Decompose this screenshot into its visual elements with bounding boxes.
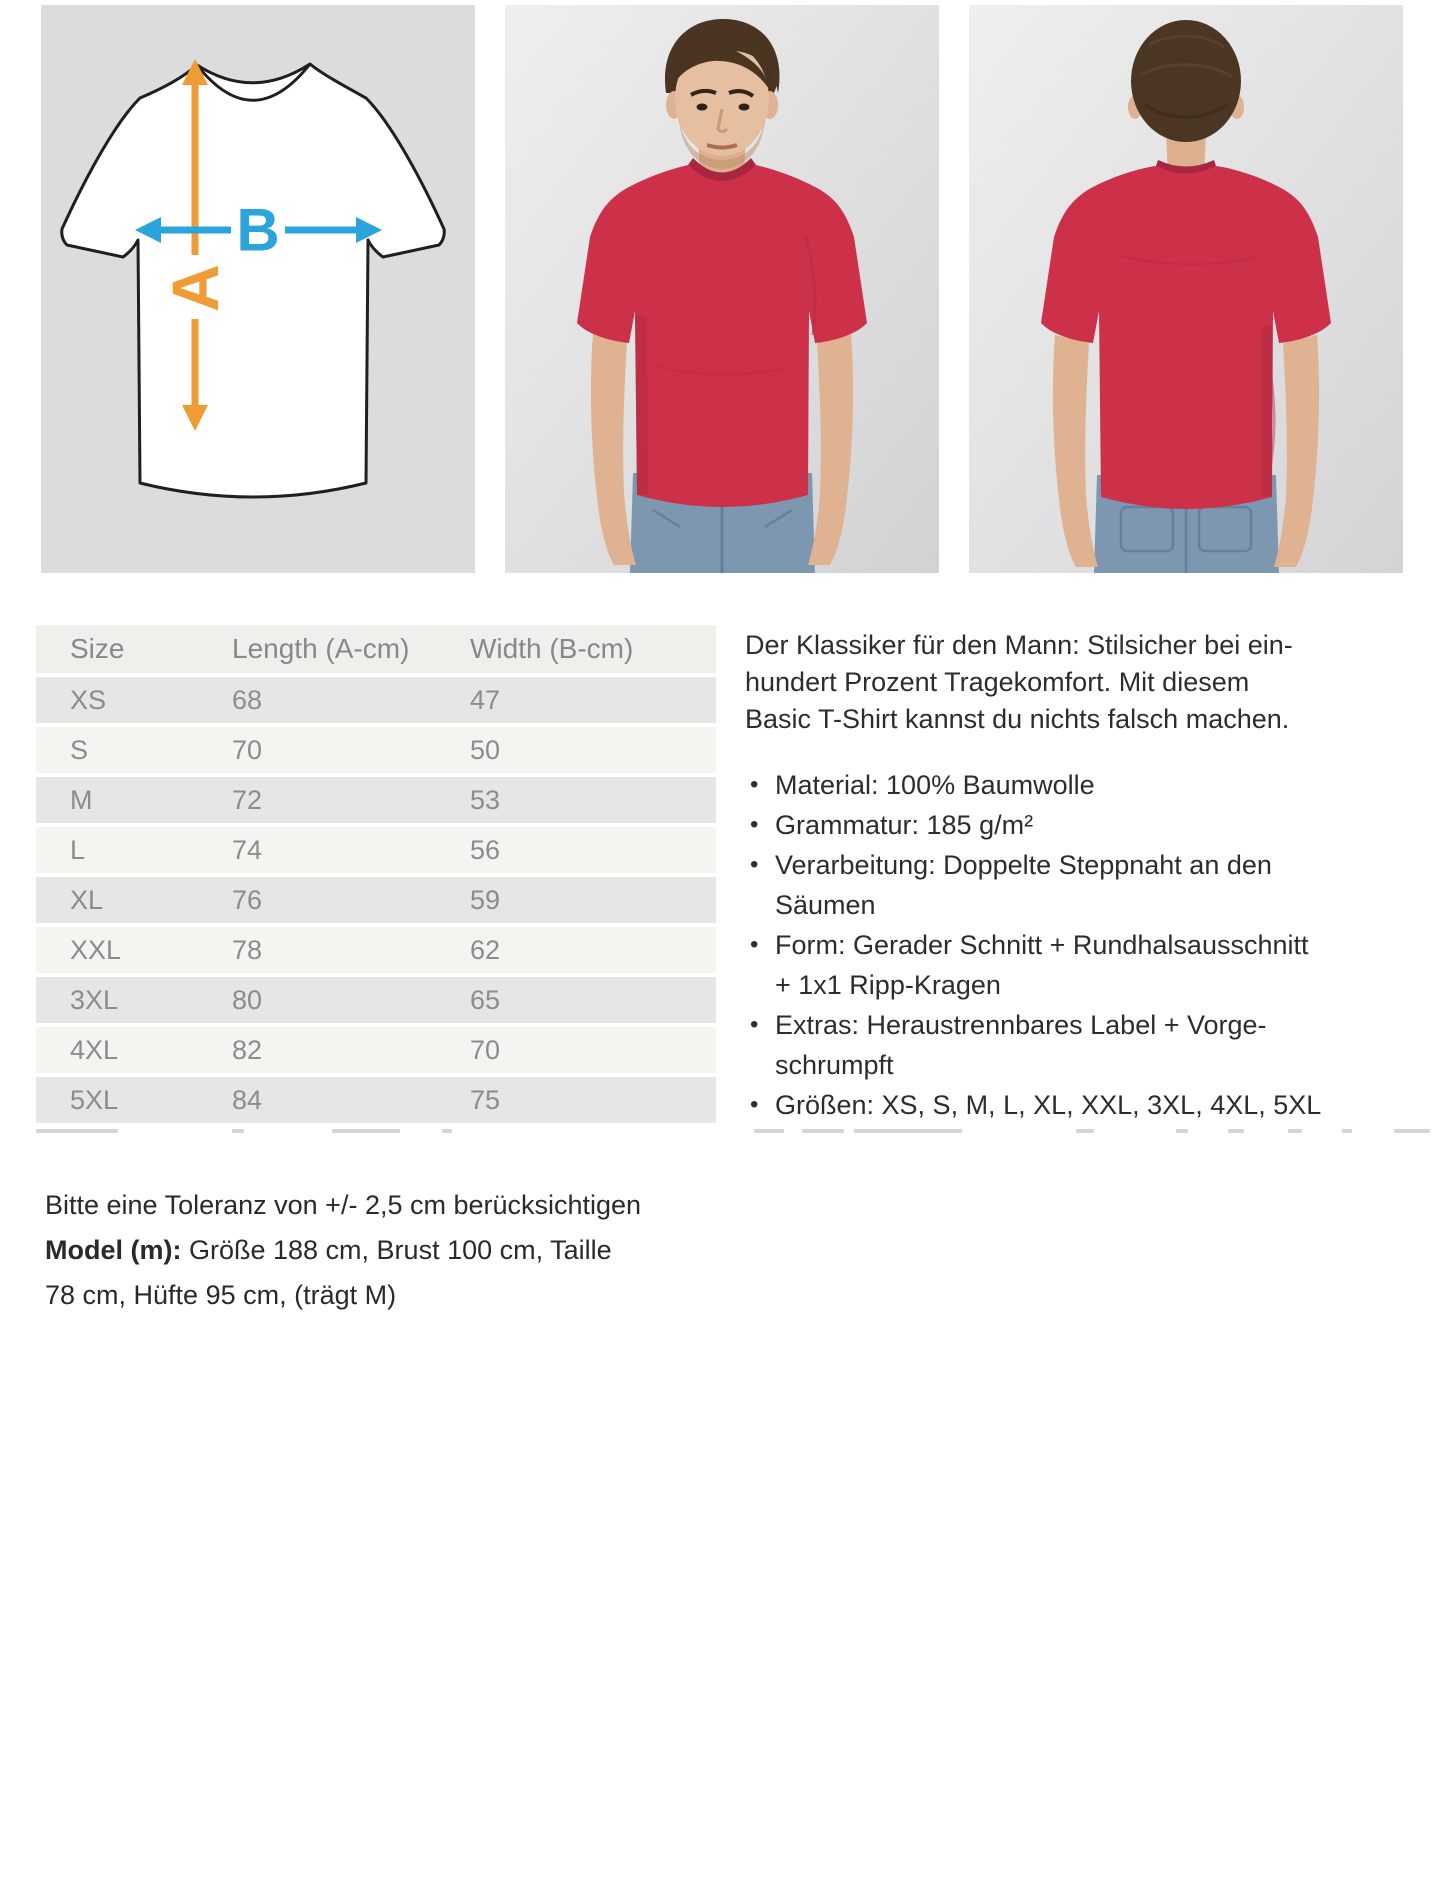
label-b: B (236, 196, 280, 264)
table-row (36, 777, 716, 823)
list-item-text: Verarbeitung: Doppelte Steppnaht an den (775, 850, 1272, 880)
product-description-intro (745, 627, 1293, 738)
intro-line: Basic T-Shirt kannst du nichts falsch machen. (745, 704, 1290, 734)
bullet-icon: • (750, 931, 759, 958)
cell-size: 3XL (70, 985, 119, 1015)
model-label: Model (m): (45, 1235, 182, 1265)
model-front-photo (505, 5, 939, 573)
list-item-text: Grammatur: 185 g/m² (775, 810, 1034, 840)
list-item-text: Extras: Heraustrennbares Label + Vorge- (775, 1010, 1267, 1040)
cell-width: 59 (470, 885, 501, 915)
cell-length: 84 (232, 1085, 263, 1115)
intro-line: hundert Prozent Tragekomfort. Mit diesem (745, 667, 1250, 697)
model-measurements: Größe 188 cm, Brust 100 cm, Taille (181, 1235, 612, 1265)
size-table (36, 625, 716, 1123)
label-a: A (158, 264, 232, 312)
cell-size: 4XL (70, 1035, 119, 1065)
cell-size: XXL (70, 935, 122, 965)
cell-size: L (70, 835, 86, 865)
table-row (36, 677, 716, 723)
cell-length: 78 (232, 935, 263, 965)
cell-width: 62 (470, 935, 501, 965)
cell-length: 82 (232, 1035, 263, 1065)
list-item-text: Form: Gerader Schnitt + Rundhalsausschnitt (775, 930, 1309, 960)
model-back-photo (969, 5, 1403, 573)
model-front-illustration (505, 5, 939, 573)
cell-length: 74 (232, 835, 263, 865)
cell-length: 76 (232, 885, 263, 915)
bullet-icon: • (750, 1011, 759, 1038)
cell-width: 56 (470, 835, 501, 865)
bullet-icon: • (750, 851, 759, 878)
cell-size: M (70, 785, 93, 815)
cell-length: 80 (232, 985, 263, 1015)
list-item (745, 925, 1321, 1005)
cell-size: 5XL (70, 1085, 119, 1115)
cell-width: 47 (470, 685, 501, 715)
list-item-text: + 1x1 Ripp-Kragen (775, 970, 1001, 1000)
measurement-notes (45, 1183, 641, 1318)
table-row (36, 977, 716, 1023)
cell-length: 68 (232, 685, 263, 715)
tolerance-note: Bitte eine Toleranz von +/- 2,5 cm berücksichtigen (45, 1190, 642, 1220)
model-info-line1 (45, 1228, 641, 1273)
list-item-text: schrumpft (775, 1050, 894, 1080)
cell-size: S (70, 735, 89, 765)
bullet-icon: • (750, 1091, 759, 1118)
cell-length: 72 (232, 785, 263, 815)
cell-size: XL (70, 885, 104, 915)
tshirt-measurement-diagram (41, 5, 475, 573)
clipped-row-remnant (36, 1129, 1431, 1137)
table-row (36, 927, 716, 973)
header-length: Length (A-cm) (232, 633, 410, 664)
size-table-header (36, 625, 716, 673)
table-row (36, 1027, 716, 1073)
product-feature-list (745, 765, 1321, 1125)
size-diagram-image (41, 5, 475, 573)
cell-width: 70 (470, 1035, 501, 1065)
cell-width: 50 (470, 735, 501, 765)
list-item-text: Größen: XS, S, M, L, XL, XXL, 3XL, 4XL, 5XL (775, 1090, 1322, 1120)
list-item (745, 805, 1321, 845)
model-info-line2: 78 cm, Hüfte 95 cm, (trägt M) (45, 1280, 397, 1310)
cell-size: XS (70, 685, 107, 715)
cell-length: 70 (232, 735, 263, 765)
cell-width: 65 (470, 985, 501, 1015)
table-row (36, 727, 716, 773)
model-back-illustration (969, 5, 1403, 573)
table-row (36, 877, 716, 923)
header-width: Width (B-cm) (470, 633, 634, 664)
table-row (36, 827, 716, 873)
header-size: Size (70, 633, 125, 664)
list-item-text: Säumen (775, 890, 876, 920)
intro-line: Der Klassiker für den Mann: Stilsicher bei ein- (745, 630, 1293, 660)
list-item (745, 1085, 1321, 1125)
list-item (745, 845, 1321, 925)
list-item-text: Material: 100% Baumwolle (775, 770, 1095, 800)
cell-width: 53 (470, 785, 501, 815)
table-row (36, 1077, 716, 1123)
bullet-icon: • (750, 811, 759, 838)
cell-width: 75 (470, 1085, 501, 1115)
bullet-icon: • (750, 771, 759, 798)
list-item (745, 1005, 1321, 1085)
list-item (745, 765, 1321, 805)
